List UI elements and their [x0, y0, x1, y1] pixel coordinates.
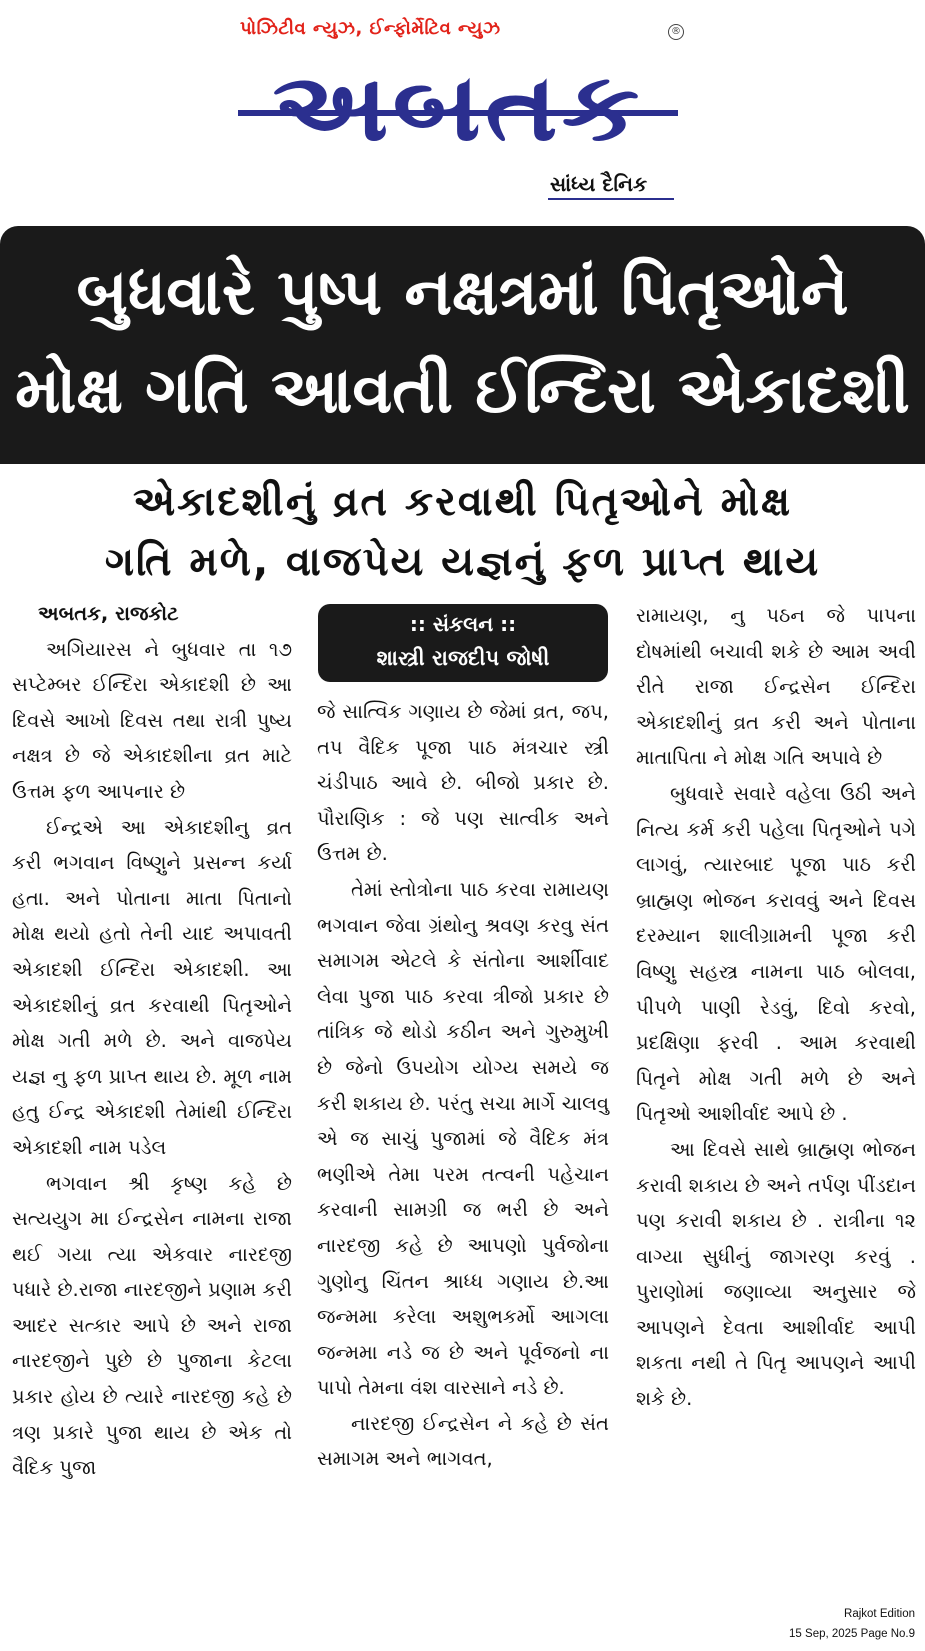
newspaper-logo [238, 42, 678, 172]
credit-label: :: સંકલન :: [409, 612, 517, 636]
paragraph: અગિયારસ ને બુધવાર તા ૧૭ સપ્ટેમ્બર ઈન્દિરા એકાદશી છે આ દિવસે આખો દિવસ તથા રાત્રી પુષ્ય નક્ષત્ર છે જે એકાદશીના વ્રત માટે ઉત્તમ ફળ આપનાર છે [12, 637, 292, 803]
paragraph: ઈન્દ્રએ આ એકાદશીનુ વ્રત કરી ભગવાન વિષ્ણુને પ્રસન્ન કર્યા હતા. અને પોતાના માતા પિતાનો મોક્ષ થયો હતો તેની યાદ અપાવતી એકાદશી ઈન્દિરા એકાદશી. આ એકાદશીનું વ્રત કરવાથી પિતૃઓને મોક્ષ ગતી મળે છે. અને વાજપેય યજ્ઞ નુ ફળ પ્રાપ્ત થાય છે. મૂળ નામ હતુ ઈન્દ્ર એકાદશી તેમાંથી ઈન્દિરા એકાદશી નામ પડેલ [12, 815, 292, 1159]
paragraph: જે સાત્વિક ગણાય છે જેમાં વ્રત, જપ, તપ વૈદિક પૂજા પાઠ મંત્રચાર સ્ત્રી ચંડીપાઠ આવે છે. બીજો પ્રકાર છે. પૌરાણિક : જે પણ સાત્વીક અને ઉત્તમ છે. [317, 700, 609, 866]
logo-text: અબતક [272, 52, 644, 162]
article-column-3 [636, 598, 916, 1417]
article-column-1 [12, 596, 292, 1486]
paragraph: ભગવાન શ્રી કૃષ્ણ કહે છે સત્યયુગ મા ઈન્દ્રસેન નામના રાજા થઈ ગયા ત્યા એકવાર નારદજી પધારે છે.રાજા નારદજીને પ્રણામ કરી આદર સત્કાર આપે છે અને રાજા નારદજીને પુછે છે પુજાના કેટલા પ્રકાર હોય છે ત્યારે નારદજી કહે છે ત્રણ પ્રકારે પુજા થાય છે એક તો વૈદિક પુજા [12, 1171, 292, 1480]
paragraph: બુધવારે સવારે વહેલા ઉઠી અને નિત્ય કર્મ કરી પહેલા પિતૃઓને પગે લાગવું, ત્યારબાદ પૂજા પાઠ કરી બ્રાહ્મણ ભોજન કરાવવું અને દિવસ દરમ્યાન શાલીગ્રામની પૂજા કરી વિષ્ણુ સહસ્ત્ર નામના પાઠ બોલવા, પીપળે પાણી રેડવું, દિવો કરવો, પ્રદક્ષિણા ફરવી . આમ કરવાથી પિતૃને મોક્ષ ગતી મળે છે અને પિતૃઓ આશીર્વાદ આપે છે . [636, 781, 916, 1126]
edition-label: Rajkot Edition [844, 1608, 915, 1620]
headline-line-1: બુધવારે પુષ્પ નક્ષત્રમાં પિતૃઓને [76, 256, 849, 330]
paragraph: રામાયણ, નુ પઠન જે પાપના દોષમાંથી બચાવી શકે છે આમ અવી રીતે રાજા ઈન્દ્રસેન ઈન્દિરા એકાદશીનું વ્રત કરી અને પોતાના માતાપિતા ને મોક્ષ ગતિ અપાવે છે [636, 604, 916, 770]
credit-author: શાસ્ત્રી રાજદીપ જોષી [376, 646, 550, 670]
masthead [0, 0, 925, 215]
headline-line-2: મોક્ષ ગતિ આવતી ઈન્દિરા એકાદશી [15, 354, 910, 428]
author-credit-box [318, 604, 608, 682]
subheadline-line-1: એકાદશીનું વ્રત કરવાથી પિતૃઓને મોક્ષ [132, 479, 793, 525]
byline: અબતક, રાજકોટ [38, 602, 179, 625]
paragraph: તેમાં સ્તોત્રોના પાઠ કરવા રામાયણ ભગવાન જેવા ગ્રંથોનુ શ્રવણ કરવુ સંત સમાગમ એટલે કે સંતોના આર્શીવાદ લેવા પુજા પાઠ કરવા ત્રીજો પ્રકાર છે તાંત્રિક જે થોડો કઠીન અને ગુરુમુખી છે જેનો ઉપયોગ યોગ્ય સમયે જ કરી શકાય છે. પરંતુ સચા માર્ગે ચાલવુ એ જ સાચું પુજામાં જે વૈદિક મંત્ર ભણીએ તેમા પરમ તત્વની પહેચાન કરવાની સામગ્રી જ ભરી છે અને નારદજી કહે છે આપણો પુર્વજોના ગુણોનુ ચિંતન શ્રાધ્ધ ગણાય છે.આ જન્મમા કરેલા અશુભકર્મો આગલા જન્મમા નડે જ છે અને પૂર્વજનો ના પાપો તેમના વંશ વારસાને નડે છે. [317, 877, 609, 1400]
registered-mark-icon: ® [668, 24, 684, 40]
subtag-underline [548, 198, 674, 200]
masthead-tagline: પોઝિટીવ ન્યુઝ, ઈન્ફોર્મેટિવ ન્યુઝ [240, 18, 501, 39]
masthead-subtag: સાંધ્ય દૈનિક [550, 172, 648, 196]
paragraph: આ દિવસે સાથે બ્રાહ્મણ ભોજન કરાવી શકાય છે અને તર્પણ પીંડદાન પણ કરાવી શકાય છે . રાત્રીના ૧૨ વાગ્યા સુધીનું જાગરણ કરવું . પુરાણોમાં જણાવ્યા અનુસાર જે આપણને દેવતા આશીર્વાદ આપી શકતા નથી તે પિતૃ આપણને આપી શકે છે. [636, 1137, 916, 1411]
paragraph: નારદજી ઈન્દ્રસેન ને કહે છે સંત સમાગમ અને ભાગવત, [317, 1411, 609, 1471]
subheadline-line-2: ગતિ મળે, વાજપેય યજ્ઞનું ફળ પ્રાપ્ત થાય [104, 539, 821, 585]
article-column-2 [317, 694, 609, 1477]
date-page-label: 15 Sep, 2025 Page No.9 [789, 1628, 915, 1640]
